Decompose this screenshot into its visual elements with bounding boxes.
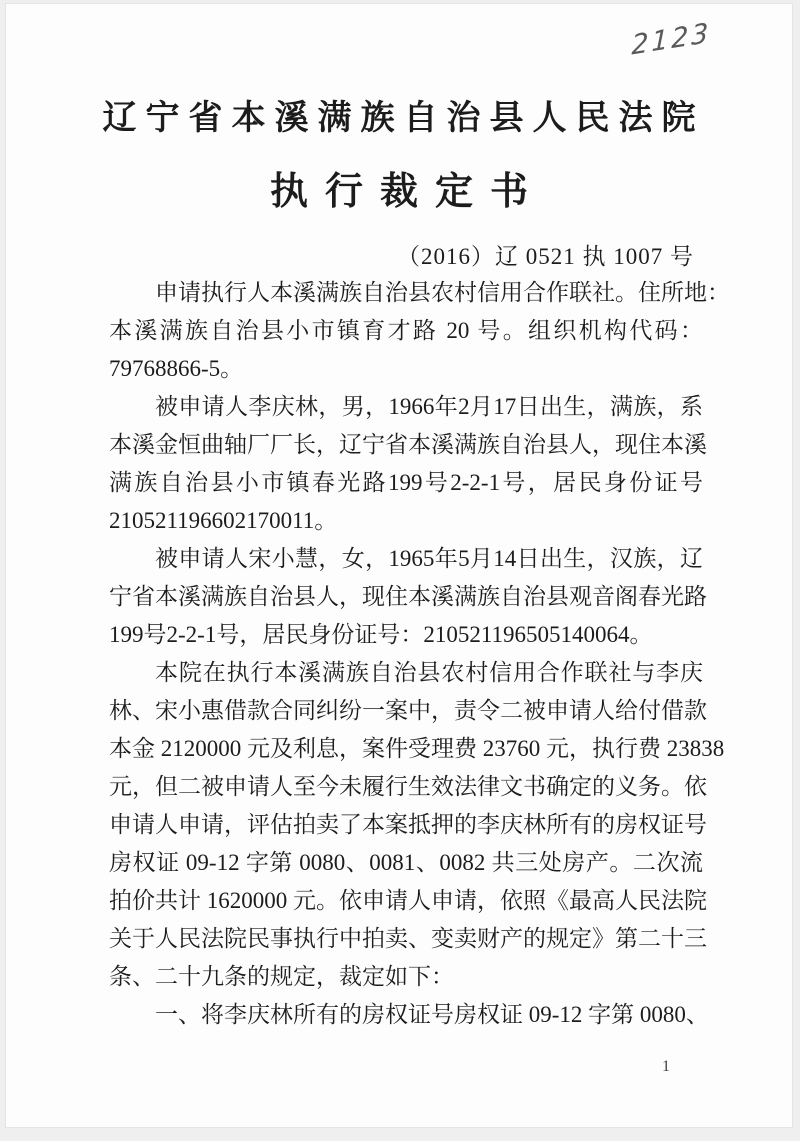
body-line: 本金 2120000 元及利息，案件受理费 23760 元，执行费 23838 <box>109 736 725 761</box>
body-line: 申请人申请，评估拍卖了本案抵押的李庆林所有的房权证号 <box>109 812 707 837</box>
body-line: 被申请人宋小慧，女，1965年5月14日出生，汉族，辽 <box>155 546 703 571</box>
body-line: 元，但二被申请人至今未履行生效法律文书确定的义务。依 <box>109 774 707 799</box>
page-number: 1 <box>662 1058 670 1075</box>
body-line: 关于人民法院民事执行中拍卖、变卖财产的规定》第二十三 <box>109 926 707 951</box>
body-line: 本院在执行本溪满族自治县农村信用合作联社与李庆 <box>155 660 703 685</box>
document-body <box>109 274 730 1034</box>
body-line: 本溪满族自治县小市镇育才路 20 号。组织机构代码： <box>109 318 703 343</box>
document-title: 执行裁定书 <box>269 171 545 213</box>
body-line: 拍价共计 1620000 元。依申请人申请，依照《最高人民法院 <box>109 888 707 913</box>
handwritten-number: 2123 <box>631 17 712 62</box>
body-line: 一、将李庆林所有的房权证号房权证 09-12 字第 0080、 <box>155 1002 709 1027</box>
body-line: 满族自治县小市镇春光路199号2-2-1号，居民身份证号 <box>109 470 703 495</box>
court-name: 辽宁省本溪满族自治县人民法院 <box>102 100 705 137</box>
body-line: 宁省本溪满族自治县人，现住本溪满族自治县观音阁春光路 <box>109 584 707 609</box>
body-line: 本溪金恒曲轴厂厂长，辽宁省本溪满族自治县人，现住本溪 <box>109 432 707 457</box>
body-line: 条、二十九条的规定，裁定如下： <box>109 964 454 989</box>
body-line: 79768866-5。 <box>109 356 244 381</box>
document-page <box>5 3 793 1128</box>
body-line: 被申请人李庆林，男，1966年2月17日出生，满族，系 <box>155 394 703 419</box>
body-line: 210521196602170011。 <box>109 508 338 533</box>
body-line: 林、宋小惠借款合同纠纷一案中，责令二被申请人给付借款 <box>109 698 707 723</box>
body-line: 199号2-2-1号，居民身份证号：210521196505140064。 <box>109 622 653 647</box>
body-line: 房权证 09-12 字第 0080、0081、0082 共三处房产。二次流 <box>109 850 703 875</box>
case-number: （2016）辽 0521 执 1007 号 <box>397 244 694 269</box>
body-line: 申请执行人本溪满族自治县农村信用合作联社。住所地： <box>155 280 730 305</box>
